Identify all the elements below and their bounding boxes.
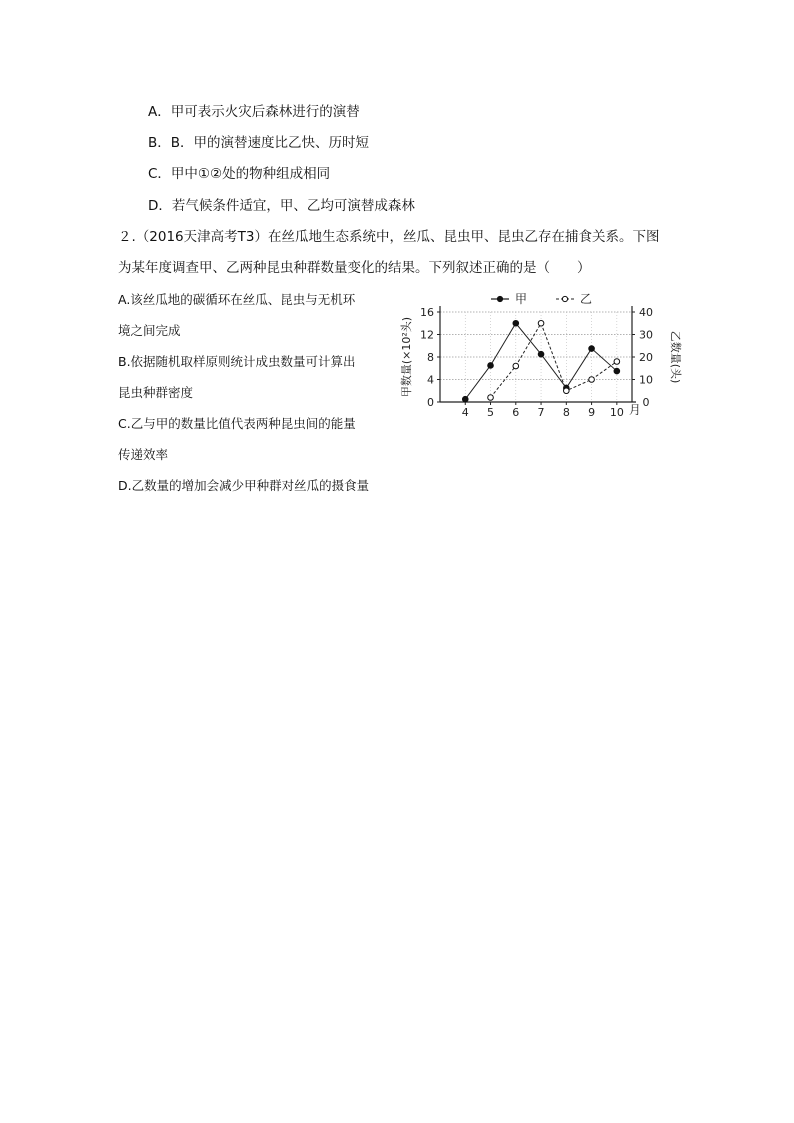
- option-c: C．甲中①②处的物种组成相同: [148, 166, 331, 182]
- data-point-series-2: [614, 359, 620, 365]
- q2-option-b-line1: B.依据随机取样原则统计成虫数量可计算出: [118, 354, 356, 369]
- x-tick-label: 10: [609, 406, 624, 419]
- q2-option-c-line2: 传递效率: [118, 447, 169, 462]
- q2-option-a-line1: A.该丝瓜地的碳循环在丝瓜、昆虫与无机环: [118, 292, 356, 307]
- q2-option-d: D.乙数量的增加会减少甲种群对丝瓜的摄食量: [118, 478, 370, 493]
- x-tick-label: 4: [461, 406, 469, 419]
- data-point-series-1: [513, 320, 519, 326]
- data-point-series-1: [462, 396, 468, 402]
- data-point-series-2: [488, 395, 494, 401]
- y-axis-label-right: 乙数量(头): [669, 330, 682, 384]
- left-tick-label: 0: [427, 396, 434, 409]
- left-tick-label: 8: [427, 351, 434, 364]
- x-tick-label: 7: [537, 406, 545, 419]
- right-tick-label: 30: [639, 328, 653, 342]
- x-tick-label: 9: [588, 406, 596, 419]
- right-tick-label: 40: [639, 306, 653, 319]
- data-point-series-2: [538, 320, 544, 326]
- x-tick-label: 8: [562, 406, 570, 419]
- left-tick-label: 4: [427, 373, 434, 387]
- legend-label-2: 乙: [579, 292, 593, 306]
- q2-option-c-line1: C.乙与甲的数量比值代表两种昆虫间的能量: [118, 416, 356, 431]
- q2-option-b-line2: 昆虫种群密度: [118, 385, 194, 400]
- population-chart: [396, 292, 696, 426]
- option-d: D．若气候条件适宜，甲、乙均可演替成森林: [148, 198, 415, 214]
- option-b: B．B．甲的演替速度比乙快、历时短: [148, 135, 370, 151]
- question-2-stem-line1: ２.（2016天津高考T3）在丝瓜地生态系统中，丝瓜、昆虫甲、昆虫乙存在捕食关系。下图: [118, 229, 660, 245]
- legend-marker-2: [562, 296, 567, 301]
- data-point-series-1: [614, 368, 620, 374]
- y-axis-label-left: 甲数量(×10²头): [400, 316, 413, 398]
- x-tick-label: 6: [512, 406, 520, 419]
- data-point-series-1: [488, 363, 494, 369]
- right-tick-label: 0: [642, 396, 650, 409]
- data-point-series-2: [564, 388, 570, 394]
- right-tick-label: 10: [639, 373, 653, 387]
- left-tick-label: 12: [420, 328, 434, 342]
- x-axis-label: 月: [628, 403, 641, 417]
- legend-label-1: 甲: [514, 292, 528, 306]
- question-2-stem-line2: 为某年度调查甲、乙两种昆虫种群数量变化的结果。下列叙述正确的是（ ）: [118, 260, 591, 276]
- option-a: A．甲可表示火灾后森林进行的演替: [148, 104, 360, 120]
- legend-marker-1: [497, 296, 502, 301]
- right-tick-label: 20: [639, 351, 653, 364]
- data-point-series-1: [538, 351, 544, 357]
- q2-option-a-line2: 境之间完成: [118, 323, 181, 338]
- left-tick-label: 16: [420, 306, 434, 319]
- data-point-series-2: [513, 363, 519, 369]
- x-tick-label: 5: [487, 406, 495, 419]
- data-point-series-2: [589, 377, 595, 383]
- data-point-series-1: [589, 346, 595, 352]
